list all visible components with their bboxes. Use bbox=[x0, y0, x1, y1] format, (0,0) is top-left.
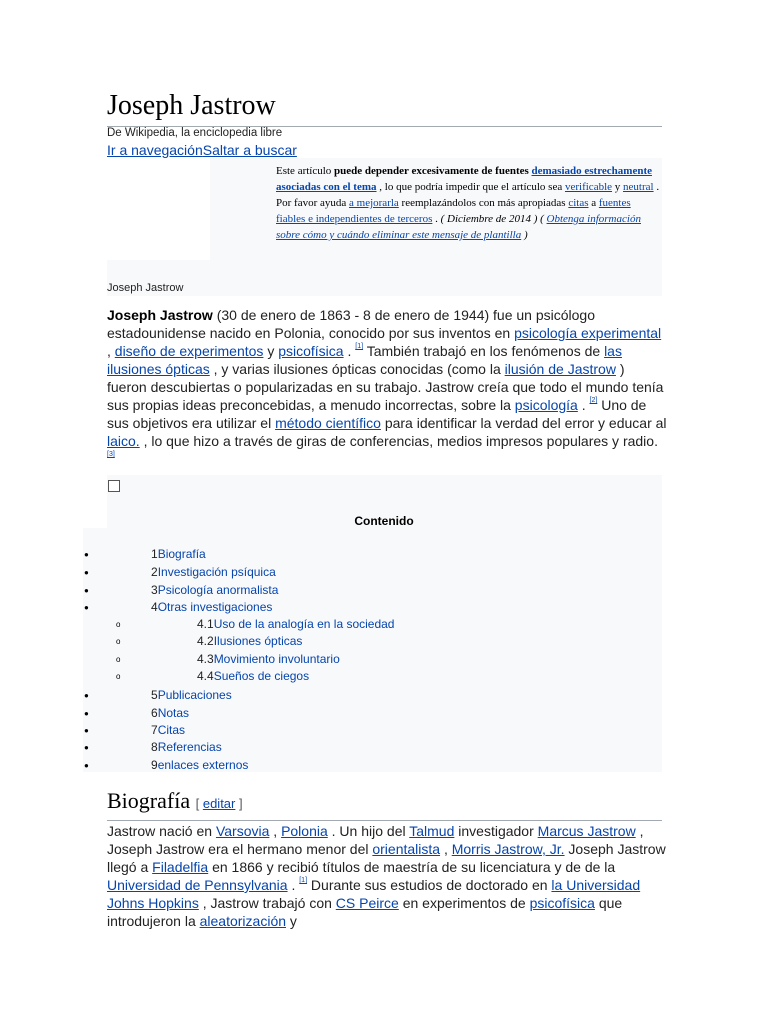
toc-item-number: 3 bbox=[151, 583, 158, 597]
page-title: Joseph Jastrow bbox=[107, 88, 662, 127]
body-text: Durante sus estudios de doctorado en bbox=[310, 877, 548, 893]
intro-paragraph bbox=[107, 306, 667, 468]
toc-item-number: 7 bbox=[151, 723, 158, 737]
edit-section-link[interactable]: editar bbox=[202, 796, 236, 811]
toc-item-number: 6 bbox=[151, 706, 158, 720]
intro-text: , y varias ilusiones ópticas conocidas (como la bbox=[213, 361, 501, 377]
body-text: . Un hijo del bbox=[331, 823, 406, 839]
jump-links bbox=[107, 142, 297, 158]
toc-item-bullet: ● bbox=[84, 603, 89, 612]
toc-toggle-checkbox[interactable] bbox=[108, 480, 120, 492]
intro-text: . bbox=[581, 397, 586, 413]
body-text: Jastrow nació en bbox=[107, 823, 213, 839]
toc-item-bullet: ● bbox=[84, 550, 89, 559]
toc-item-number: 8 bbox=[151, 740, 158, 754]
intro-text: También trabajó en los fenómenos de bbox=[366, 343, 601, 359]
link-filadelfia[interactable]: Filadelfia bbox=[152, 859, 209, 875]
link-varsovia[interactable]: Varsovia bbox=[215, 823, 270, 839]
toc-item-number: 1 bbox=[151, 547, 158, 561]
link-morris-jastrow[interactable]: Morris Jastrow, Jr. bbox=[451, 841, 565, 857]
link-johns-hopkins[interactable]: la Universidad Johns Hopkins bbox=[107, 877, 641, 911]
toc-subitem-bullet: o bbox=[116, 655, 121, 664]
notice-text-part: ) bbox=[523, 229, 528, 241]
toc-subitem-bullet: o bbox=[116, 620, 121, 629]
notice-link-improve[interactable]: a mejorarla bbox=[349, 197, 399, 209]
notice-text-part: reemplazándolos con más apropiadas bbox=[401, 197, 566, 209]
section-heading-text: Biografía bbox=[107, 788, 191, 813]
link-diseno-experimentos[interactable]: diseño de experimentos bbox=[114, 343, 264, 359]
edit-bracket: [ bbox=[195, 796, 200, 811]
toc-item-label[interactable]: Otras investigaciones bbox=[157, 600, 273, 614]
toc-item-label[interactable]: Sueños de ciegos bbox=[213, 669, 310, 683]
reference-link[interactable]: [1] bbox=[355, 343, 364, 350]
reference-link[interactable]: [3] bbox=[107, 451, 115, 458]
body-text: en 1866 y recibió títulos de maestría de su licenciatura y de de la bbox=[212, 859, 616, 875]
toc-item-bullet: ● bbox=[84, 726, 89, 735]
intro-text: (30 de enero de 1863 - 8 de enero de 1944) fue un psicólogo estadounidense nacido en Polonia, conocido por sus inventos en bbox=[107, 307, 596, 341]
link-polonia[interactable]: Polonia bbox=[281, 823, 328, 839]
image-frame bbox=[107, 260, 662, 296]
link-cs-peirce[interactable]: CS Peirce bbox=[335, 895, 399, 911]
toc-item[interactable] bbox=[197, 652, 340, 666]
toc-item[interactable] bbox=[151, 706, 189, 720]
body-text: , bbox=[443, 841, 448, 857]
image-caption: Joseph Jastrow bbox=[107, 282, 184, 294]
toc-item-number: 4.1 bbox=[197, 617, 214, 631]
subject-name: Joseph Jastrow bbox=[107, 307, 213, 323]
toc-item-bullet: ● bbox=[84, 586, 89, 595]
site-subtitle: De Wikipedia, la enciclopedia libre bbox=[107, 127, 283, 139]
link-metodo-cientifico[interactable]: método científico bbox=[275, 415, 381, 431]
link-psicofisica[interactable]: psicofísica bbox=[278, 343, 344, 359]
toc-item[interactable] bbox=[151, 723, 185, 737]
body-text: y bbox=[289, 913, 297, 929]
body-text: investigador bbox=[458, 823, 534, 839]
toc-item-label[interactable]: Psicología anormalista bbox=[157, 583, 279, 597]
notice-link-neutral[interactable]: neutral bbox=[623, 181, 654, 193]
toc-subitem-bullet: o bbox=[116, 637, 121, 646]
notice-text-part: . bbox=[435, 213, 438, 225]
notice-text-bold: puede depender excesivamente de fuentes bbox=[334, 165, 529, 177]
toc-item-bullet: ● bbox=[84, 743, 89, 752]
intro-text: , lo que hizo a través de giras de conferencias, medios impresos populares y radio. bbox=[143, 433, 658, 449]
toc-item-bullet: ● bbox=[84, 761, 89, 770]
toc-item[interactable] bbox=[197, 634, 302, 648]
toc-item-label[interactable]: Notas bbox=[157, 706, 190, 720]
notice-text-part: y bbox=[614, 181, 621, 193]
edit-bracket: ] bbox=[239, 796, 243, 811]
toc-title: Contenido bbox=[354, 514, 414, 528]
toc-item-label[interactable]: Movimiento involuntario bbox=[213, 652, 340, 666]
toc-item[interactable] bbox=[151, 600, 272, 614]
reference-link[interactable]: [1] bbox=[299, 877, 308, 884]
body-text: , bbox=[273, 823, 278, 839]
intro-text: , bbox=[107, 343, 111, 359]
notice-link-citations[interactable]: citas bbox=[568, 197, 589, 209]
link-aleatorizacion[interactable]: aleatorización bbox=[199, 913, 287, 929]
toc-item-label[interactable]: Ilusiones ópticas bbox=[213, 634, 303, 648]
jump-to-navigation-link[interactable]: Ir a navegación bbox=[107, 142, 203, 158]
toc-item[interactable] bbox=[151, 583, 278, 597]
link-psicofisica-2[interactable]: psicofísica bbox=[529, 895, 595, 911]
toc-item-bullet: ● bbox=[84, 568, 89, 577]
link-ilusiones-opticas[interactable]: las ilusiones ópticas bbox=[107, 343, 622, 377]
link-ilusion-jastrow[interactable]: ilusión de Jastrow bbox=[504, 361, 616, 377]
biografia-paragraph bbox=[107, 822, 667, 930]
toc-item-number: 4.2 bbox=[197, 634, 214, 648]
notice-text-part: a bbox=[591, 197, 597, 209]
link-psicologia-experimental[interactable]: psicología experimental bbox=[514, 325, 662, 341]
toc-subitem-bullet: o bbox=[116, 672, 121, 681]
body-text: , Joseph Jastrow era el hermano menor del bbox=[107, 823, 644, 857]
toc-item[interactable] bbox=[151, 565, 276, 579]
link-laico[interactable]: laico. bbox=[107, 433, 140, 449]
section-heading-biografia bbox=[107, 787, 662, 821]
link-universidad-pennsylvania[interactable]: Universidad de Pennsylvania bbox=[107, 877, 288, 893]
toc-item-number: 5 bbox=[151, 688, 158, 702]
toc-item[interactable] bbox=[151, 547, 206, 561]
body-text: . bbox=[291, 877, 296, 893]
body-text: Joseph Jastrow llegó a bbox=[107, 841, 666, 875]
toc-item[interactable] bbox=[151, 758, 248, 772]
toc-item-label[interactable]: Uso de la analogía en la sociedad bbox=[213, 617, 395, 631]
notice-text-part: Este artículo bbox=[276, 165, 332, 177]
toc-item[interactable] bbox=[197, 617, 394, 631]
notice-text bbox=[276, 163, 660, 243]
toc-item-number: 9 bbox=[151, 758, 158, 772]
toc-item-bullet: ● bbox=[84, 709, 89, 718]
notice-text-part: . Por favor ayuda bbox=[276, 181, 660, 209]
link-psicologia[interactable]: psicología bbox=[514, 397, 578, 413]
intro-text: ) fueron descubiertas o popularizadas en su trabajo. Jastrow creía que todo el mundo tenía sus propias ideas preconcebidas, a menudo incorrectas, sobre la bbox=[107, 361, 664, 413]
notice-text-part: , lo que podría impedir que el artículo sea bbox=[379, 181, 563, 193]
toc-item-number: 4.3 bbox=[197, 652, 214, 666]
toc-item[interactable] bbox=[151, 740, 222, 754]
body-text: que introdujeron la bbox=[107, 895, 623, 929]
toc-item-label[interactable]: Investigación psíquica bbox=[157, 565, 276, 579]
intro-text: . bbox=[347, 343, 352, 359]
notice-link-associated[interactable]: demasiado estrechamente asociadas con el tema bbox=[276, 165, 652, 193]
toc-item[interactable] bbox=[151, 688, 232, 702]
notice-link-verifiable[interactable]: verificable bbox=[564, 181, 613, 193]
toc-item-number: 4 bbox=[151, 600, 158, 614]
notice-date: ( Diciembre de 2014 ) bbox=[440, 213, 538, 225]
jump-to-search-link[interactable]: Saltar a buscar bbox=[202, 142, 297, 158]
notice-text-part: ( bbox=[540, 213, 544, 225]
intro-text: y bbox=[267, 343, 275, 359]
toc-item-label[interactable]: Publicaciones bbox=[157, 688, 232, 702]
section-edit bbox=[196, 796, 243, 811]
body-text: , Jastrow trabajó con bbox=[202, 895, 332, 911]
intro-text: Uno de sus objetivos era utilizar el bbox=[107, 397, 647, 431]
toc-item-label[interactable]: Biografía bbox=[157, 547, 206, 561]
notice-link-reliable-sources[interactable]: fuentes fiables e independientes de terceros bbox=[276, 197, 631, 225]
reference-link[interactable]: [2] bbox=[589, 397, 598, 404]
toc-item-label[interactable]: Referencias bbox=[157, 740, 222, 754]
notice-link-learn-more[interactable]: Obtenga información sobre cómo y cuándo eliminar este mensaje de plantilla bbox=[276, 213, 641, 241]
link-talmud[interactable]: Talmud bbox=[409, 823, 455, 839]
toc-item-label[interactable]: enlaces externos bbox=[157, 758, 249, 772]
link-orientalista[interactable]: orientalista bbox=[372, 841, 441, 857]
toc-item[interactable] bbox=[197, 669, 309, 683]
toc-item-label[interactable]: Citas bbox=[157, 723, 186, 737]
body-text: en experimentos de bbox=[402, 895, 526, 911]
toc-item-number: 4.4 bbox=[197, 669, 214, 683]
toc-item-bullet: ● bbox=[84, 691, 89, 700]
link-marcus-jastrow[interactable]: Marcus Jastrow bbox=[537, 823, 636, 839]
intro-text: para identificar la verdad del error y educar al bbox=[384, 415, 667, 431]
toc-item-number: 2 bbox=[151, 565, 158, 579]
